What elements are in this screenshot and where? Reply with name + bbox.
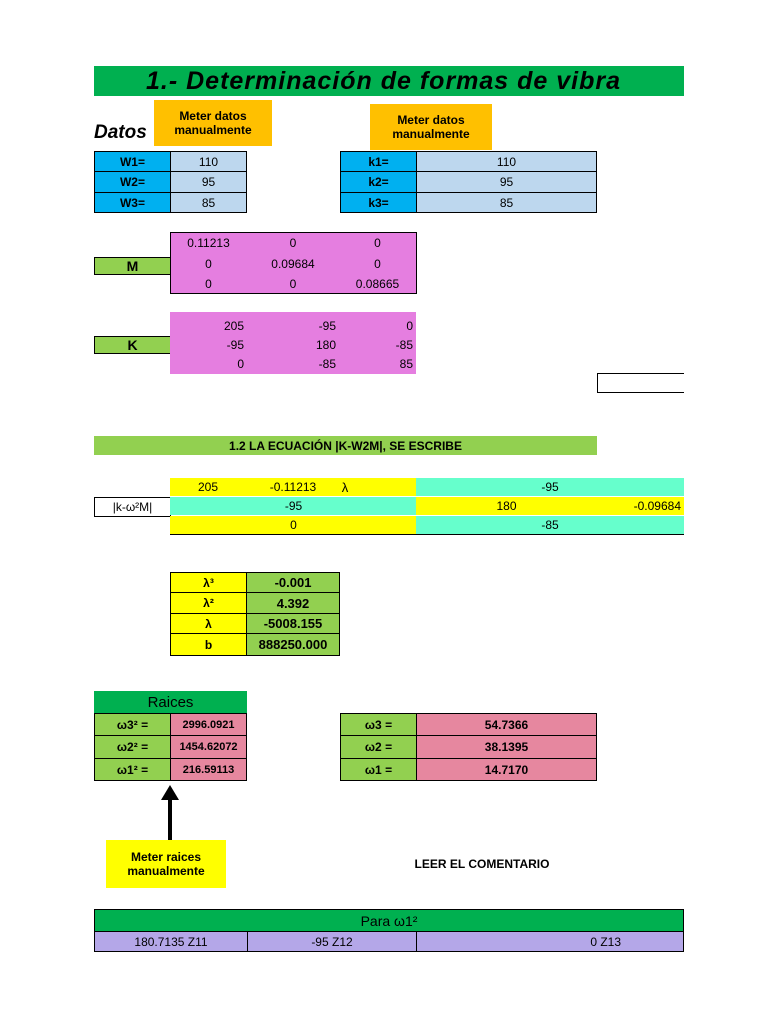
raiz-sq-value: 2996.0921 xyxy=(170,713,247,736)
para-cell: -95 Z12 xyxy=(247,931,417,952)
raiz-sq-value: 216.59113 xyxy=(170,758,247,781)
datos-label: Datos xyxy=(94,122,147,143)
m-cell: 0 xyxy=(374,256,381,271)
note-raices: Meter raices manualmente xyxy=(106,840,226,888)
raiz-sq-value: 1454.62072 xyxy=(170,735,247,759)
coef-label: λ xyxy=(171,614,247,634)
det-r1-b: -0.11213 xyxy=(269,480,317,494)
k1-value: 110 xyxy=(416,151,597,172)
det-r2-a: -95 xyxy=(170,497,417,515)
m-cell: 0 xyxy=(374,235,381,250)
det-r3-a: 0 xyxy=(170,516,417,534)
k-cell: 180 xyxy=(315,338,336,352)
raiz-w-value: 14.7170 xyxy=(416,758,597,781)
lambda-symbol: λ xyxy=(341,479,349,495)
det-r1-c: -95 xyxy=(416,478,684,496)
k-cell: 0 xyxy=(237,357,244,371)
raiz-sq-label: ω1² = xyxy=(94,758,171,781)
w1-value: 110 xyxy=(170,151,247,172)
det-r2-b: 180 xyxy=(496,499,517,513)
det-r2-c: -0.09684 xyxy=(633,499,681,513)
title-bar xyxy=(94,66,684,96)
raiz-sq-label: ω2² = xyxy=(94,735,171,759)
m-cell: 0 xyxy=(289,235,297,250)
coef-label: λ² xyxy=(171,593,247,614)
m-label: M xyxy=(94,257,171,275)
k-cell: -95 xyxy=(226,338,244,352)
w3-value: 85 xyxy=(170,192,247,213)
k-cell: -85 xyxy=(318,357,336,371)
note-left: Meter datos manualmente xyxy=(154,100,272,146)
raiz-w-label: ω3 = xyxy=(340,713,417,736)
coef-label: λ³ xyxy=(171,573,247,593)
coef-value: -5008.155 xyxy=(247,614,339,634)
k-cell: 0 xyxy=(406,319,413,333)
k-cell: -95 xyxy=(318,319,336,333)
coef-value: 4.392 xyxy=(247,593,339,614)
note-right: Meter datos manualmente xyxy=(370,104,492,150)
leer-comentario: LEER EL COMENTARIO xyxy=(414,857,550,871)
k2-label: k2= xyxy=(340,171,417,193)
raiz-w-label: ω2 = xyxy=(340,735,417,759)
det-bottom-line xyxy=(170,534,684,535)
m-cell: 0.11213 xyxy=(187,235,230,250)
raiz-sq-label: ω3² = xyxy=(94,713,171,736)
para-cell: 0 Z13 xyxy=(416,931,684,952)
m-cell: 0.09684 xyxy=(271,256,315,271)
det-r3-b: -85 xyxy=(416,516,684,534)
det-label: |k-ω²M| xyxy=(94,497,171,517)
k-label: K xyxy=(94,336,171,354)
k1-label: k1= xyxy=(340,151,417,172)
raiz-w-value: 38.1395 xyxy=(416,735,597,759)
det-r1-a: 205 xyxy=(197,480,219,494)
m-cell: 0 xyxy=(205,276,212,291)
para-header: Para ω1² xyxy=(94,909,684,932)
w2-label: W2= xyxy=(94,171,171,193)
m-cell: 0.08665 xyxy=(355,276,400,291)
k-cell: 205 xyxy=(223,319,244,333)
coef-value: 888250.000 xyxy=(247,634,339,655)
para-cell: 180.7135 Z11 xyxy=(94,931,248,952)
k3-value: 85 xyxy=(416,192,597,213)
page-title: 1.- Determinación de formas de vibra xyxy=(146,67,622,95)
k-cell: 85 xyxy=(399,357,413,371)
coef-value: -0.001 xyxy=(247,573,339,593)
raiz-w-label: ω1 = xyxy=(340,758,417,781)
raiz-w-value: 54.7366 xyxy=(416,713,597,736)
m-cell: 0 xyxy=(205,256,212,271)
w1-label: W1= xyxy=(94,151,171,172)
ecuacion-header: 1.2 LA ECUACIÓN |K-W2M|, SE ESCRIBE xyxy=(94,436,597,455)
k-cell: -85 xyxy=(395,338,413,352)
raices-header: Raices xyxy=(94,691,247,713)
k3-label: k3= xyxy=(340,192,417,213)
m-cell: 0 xyxy=(289,276,297,291)
w2-value: 95 xyxy=(170,171,247,193)
coef-label: b xyxy=(171,634,247,655)
up-arrow-icon xyxy=(158,784,182,842)
k2-value: 95 xyxy=(416,171,597,193)
w3-label: W3= xyxy=(94,192,171,213)
empty-cell xyxy=(597,373,684,393)
